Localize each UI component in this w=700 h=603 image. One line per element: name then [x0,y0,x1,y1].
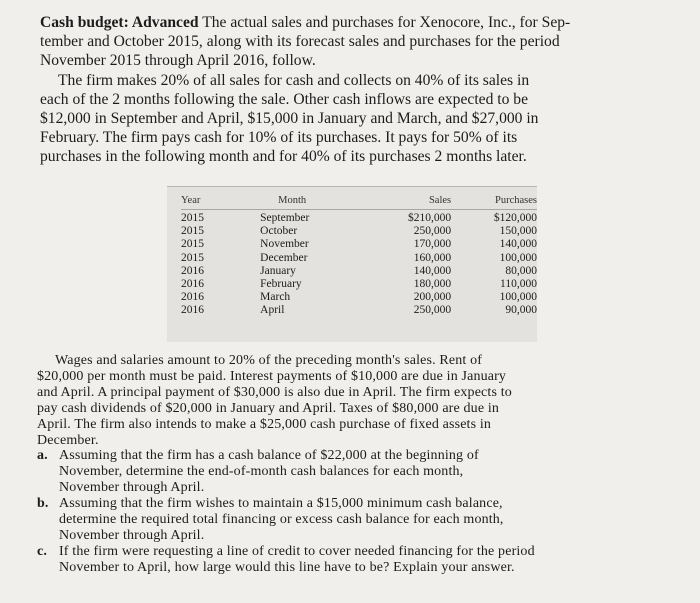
cell-year: 2016 [181,278,204,291]
table-body [181,210,537,318]
question-label: b. [37,496,49,512]
cell-year: 2015 [181,251,204,264]
table-row [181,252,537,265]
question-line: November to April, how large would this line have to be? Explain your answer. [59,559,515,575]
header-year: Year [181,195,260,210]
details-line: December. [37,432,99,448]
cell-sales: 250,000 [413,304,452,317]
cell-sales: 180,000 [413,278,452,291]
cell-sales: 170,000 [413,238,452,251]
question-text [59,544,667,576]
cell-month: April [260,304,285,317]
cell-year: 2015 [181,212,204,224]
intro-line-3: November 2015 through April 2016, follow. [40,52,316,70]
cell-month: November [260,238,309,251]
details-line: pay cash dividends of $20,000 in January and April. Taxes of $80,000 are due in [37,400,500,416]
question-text [59,496,667,544]
table-row [181,291,537,304]
problem-title: Cash budget: Advanced [40,14,199,31]
cell-year: 2016 [181,304,204,317]
problem-intro [40,13,665,167]
intro-para2-line-1: The firm makes 20% of all sales for cash and collects on 40% of its sales in [58,71,530,89]
cell-purchases: 100,000 [499,251,537,264]
question-line: November through April. [59,527,205,543]
intro-para2-line-3: $12,000 in September and April, $15,000 in January and March, and $27,000 in [40,110,539,128]
table-row [181,278,537,291]
cell-month: February [260,278,302,291]
cell-sales: $210,000 [408,212,452,224]
intro-para2-line-5: purchases in the following month and for 40% of its purchases 2 months later. [40,148,527,166]
cell-month: October [260,225,298,238]
cell-sales: 160,000 [413,251,452,264]
sales-purchases-table [181,195,537,318]
question-line: determine the required total financing or excess cash balance for each month, [59,512,504,528]
details-line: Wages and salaries amount to 20% of the preceding month's sales. Rent of [55,353,483,368]
details-line: April. The firm also intends to make a $25,000 cash purchase of fixed assets in [37,416,492,432]
cell-sales: 250,000 [413,225,452,238]
question-label: c. [37,543,48,559]
cell-year: 2015 [181,238,204,251]
problem-details [37,353,667,576]
question-line: Assuming that the firm has a cash balance of $22,000 at the beginning of [59,448,479,464]
intro-line-2: tember and October 2015, along with its forecast sales and purchases for the period [40,33,560,51]
question-list [37,448,667,575]
question-a [37,448,667,496]
question-text [59,448,667,496]
table-row [181,265,537,278]
table-row [181,304,537,317]
intro-para2-line-4: February. The firm pays cash for 10% of its purchases. It pays for 50% of its [40,129,518,147]
cell-year: 2015 [181,225,204,238]
cell-purchases: $120,000 [493,212,537,224]
cell-sales: 140,000 [413,264,452,277]
intro-para2-line-2: each of the 2 months following the sale. Other cash inflows are expected to be [40,90,529,108]
cell-purchases: 100,000 [499,291,537,304]
cell-purchases: 110,000 [500,278,537,291]
cell-purchases: 150,000 [499,225,537,238]
cell-month: September [260,212,310,224]
question-line: November, determine the end-of-month cash balances for each month, [59,464,464,480]
details-line: $20,000 per month must be paid. Interest payments of $10,000 are due in January [37,368,507,384]
cell-purchases: 80,000 [505,264,537,277]
question-b [37,496,667,544]
cell-purchases: 140,000 [499,238,537,251]
cell-month: January [260,264,296,277]
intro-line-1: Cash budget: Advanced The actual sales and purchases for Xenocore, Inc., for Sep- [40,14,571,31]
cell-purchases: 90,000 [505,304,537,317]
header-purchases: Purchases [451,195,537,210]
question-c [37,544,667,576]
header-sales: Sales [367,195,451,210]
table-header-row [181,195,537,210]
question-line: November through April. [59,480,205,496]
cell-month: December [260,251,308,264]
table-row [181,238,537,251]
cell-month: March [260,291,291,304]
cell-sales: 200,000 [413,291,452,304]
details-paragraph [37,353,667,448]
header-month: Month [260,195,367,210]
question-label: a. [37,448,48,464]
sales-purchases-table-box [167,186,537,342]
cell-year: 2016 [181,291,204,304]
table-row [181,210,537,226]
question-line: Assuming that the firm wishes to maintain a $15,000 minimum cash balance, [59,496,503,512]
details-line: and April. A principal payment of $30,000 is also due in April. The firm expects to [37,384,512,400]
table-row [181,225,537,238]
cell-year: 2016 [181,264,204,277]
question-line: If the firm were requesting a line of credit to cover needed financing for the period [59,543,535,559]
